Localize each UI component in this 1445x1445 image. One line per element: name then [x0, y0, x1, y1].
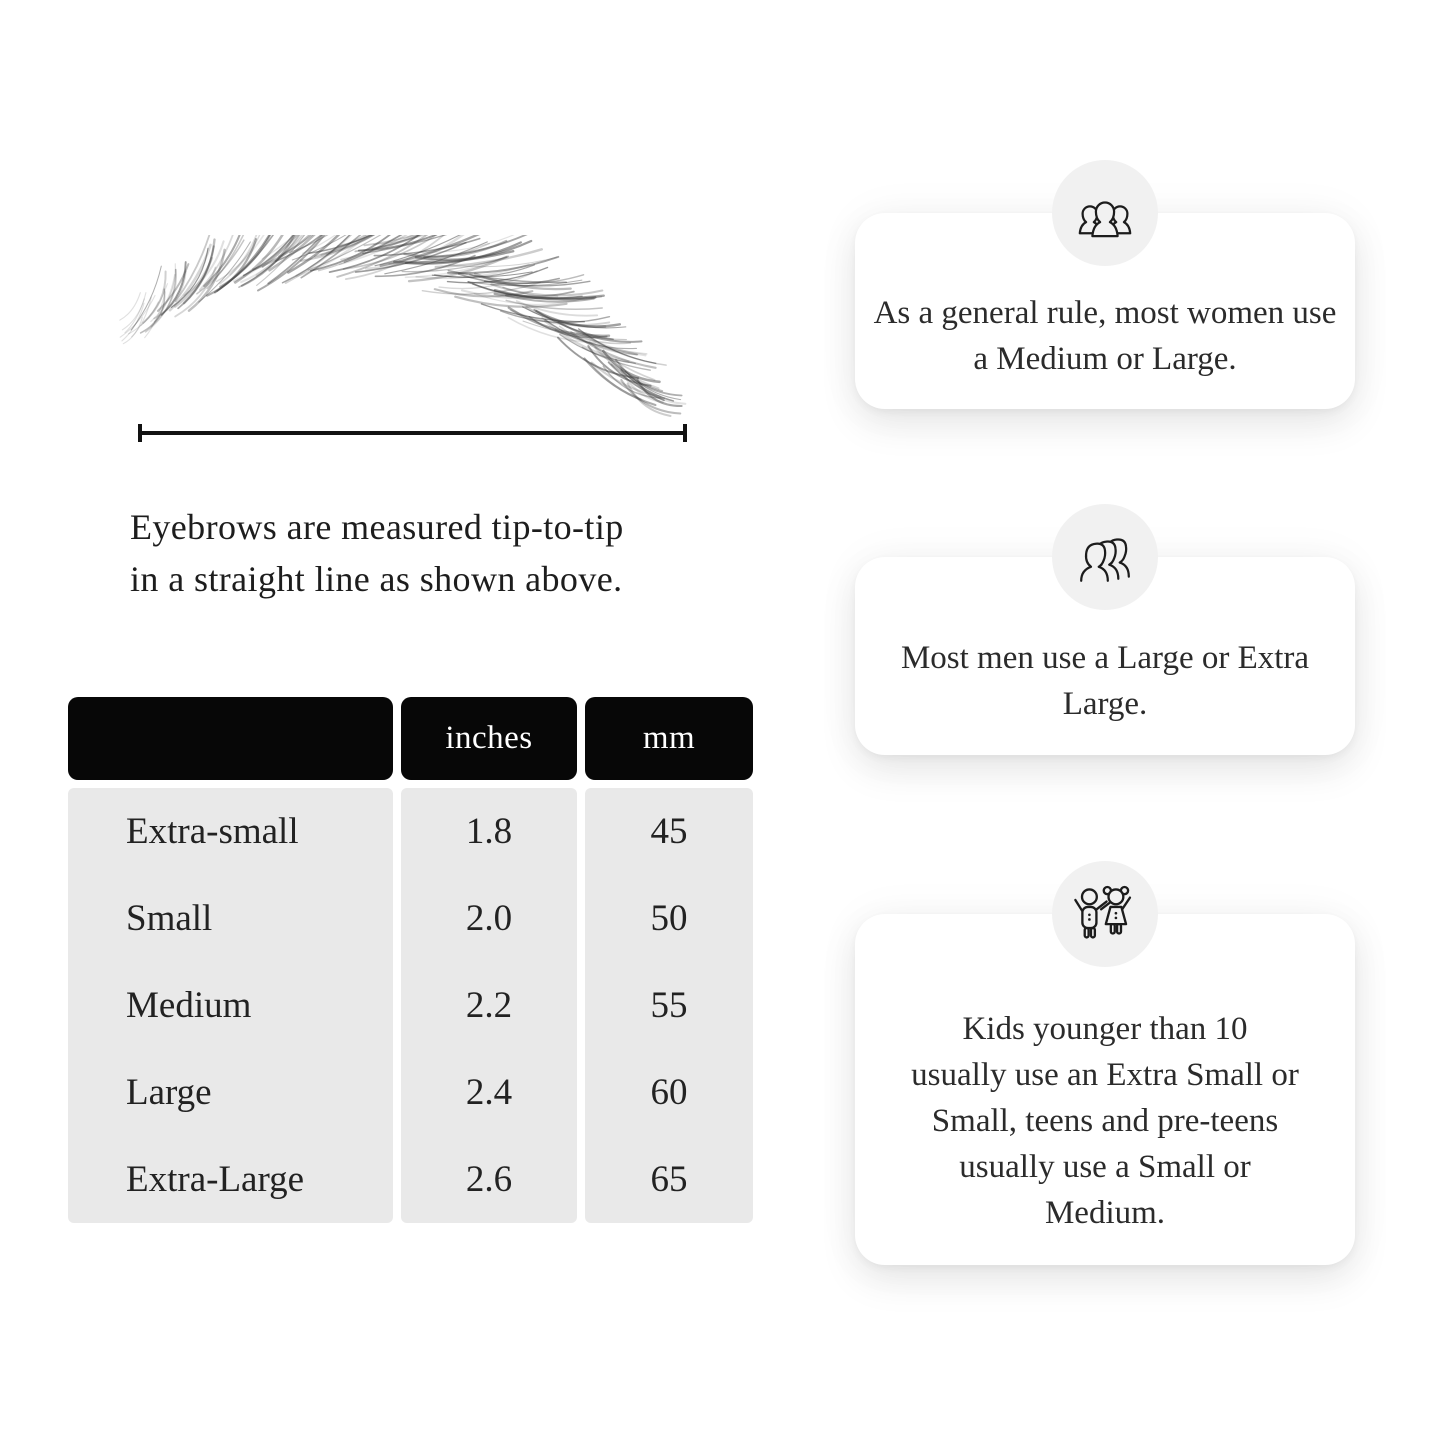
table-column-sizes [68, 788, 393, 1223]
table-column-mm [585, 788, 753, 1223]
icon-badge [1052, 861, 1158, 967]
table-cell-mm: 50 [650, 898, 688, 939]
measurement-line-bar [138, 431, 687, 435]
table-cell-size: Extra-small [126, 811, 299, 852]
table-cell-size: Extra-Large [126, 1159, 305, 1200]
table-cell-mm: 60 [650, 1072, 688, 1113]
table-cell-inches: 2.6 [465, 1159, 513, 1200]
table-cell-mm: 45 [650, 811, 688, 852]
info-card-women [855, 213, 1355, 409]
caption-line-2: in a straight line as shown above. [130, 559, 623, 599]
table-cell-size: Large [126, 1072, 212, 1113]
men-group-icon [1070, 527, 1140, 587]
table-cell-inches: 2.2 [465, 985, 513, 1026]
info-card-kids [855, 914, 1355, 1265]
card-text: Most men use a Large or Extra Large. [900, 640, 1310, 722]
kids-icon [1066, 881, 1144, 947]
icon-badge [1052, 160, 1158, 266]
measurement-caption [130, 501, 624, 605]
table-cell-mm: 55 [650, 985, 688, 1026]
eyebrow-illustration [105, 235, 720, 420]
table-cell-inches: 2.4 [465, 1072, 513, 1113]
table-cell-size: Small [126, 898, 213, 939]
card-text: Kids younger than 10 usually use an Extra Small or Small, teens and pre-teens usually use a Small or Medium. [911, 1010, 1299, 1231]
table-header-name [68, 697, 393, 780]
size-table [68, 697, 753, 1223]
icon-badge [1052, 504, 1158, 610]
measurement-line [138, 424, 687, 442]
caption-line-1: Eyebrows are measured tip-to-tip [130, 507, 624, 547]
table-cell-inches: 1.8 [465, 811, 513, 852]
table-header-inches: inches [401, 697, 577, 780]
card-text: As a general rule, most women use a Medium or Large. [873, 295, 1337, 377]
info-card-men [855, 557, 1355, 755]
women-group-icon [1070, 185, 1140, 241]
table-cell-inches: 2.0 [465, 898, 513, 939]
table-column-inches [401, 788, 577, 1223]
measurement-line-right-cap [683, 424, 687, 442]
table-cell-mm: 65 [650, 1159, 688, 1200]
table-header-mm: mm [585, 697, 753, 780]
table-cell-size: Medium [126, 985, 252, 1026]
